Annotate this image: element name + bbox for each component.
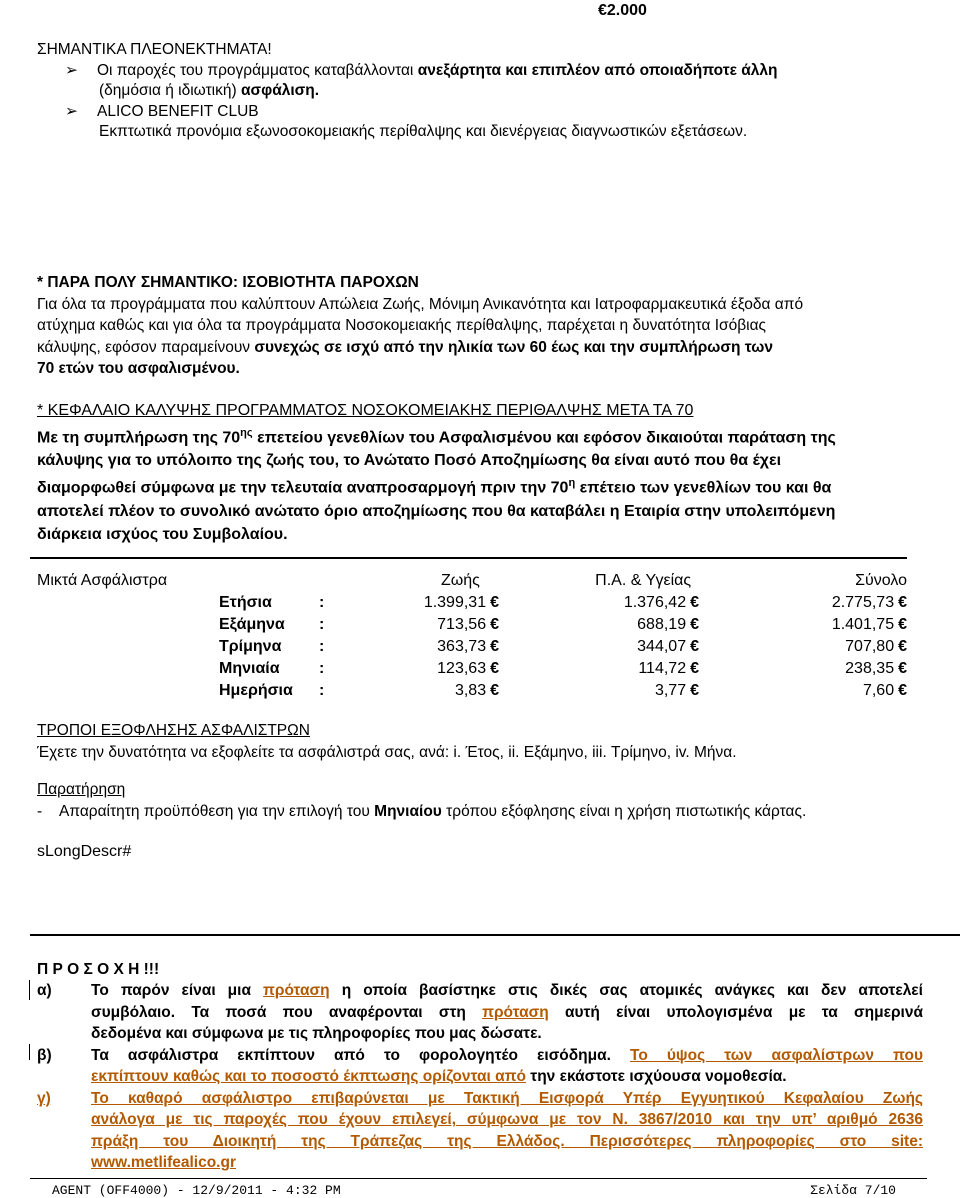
euro-sign: € — [490, 660, 499, 677]
equality-line-3-text: κάλυψης, εφόσον παραμείνουν — [37, 338, 251, 356]
attention-a-l2-pre: συμβόλαιο. Τα ποσά που αναφέρονται στη — [91, 1003, 466, 1021]
premium-spacer-cell — [37, 658, 219, 680]
top-price: €2.000 — [598, 2, 647, 19]
capital-line-3-a: διαμορφωθεί σύμφωνα με την τελευταία αναπροσαρμογή πριν την 70 — [37, 479, 569, 497]
premium-health-value: 1.376,42 — [623, 594, 687, 611]
premium-period-cell — [219, 680, 319, 702]
premium-total-value: 1.401,75 — [831, 616, 895, 633]
note-text — [37, 801, 806, 823]
capital-line-1-a: Με τη συμπλήρωση της 70 — [37, 429, 241, 447]
premium-total-value: 238,35 — [845, 660, 895, 677]
premium-col-life: Ζωής — [441, 572, 480, 589]
euro-sign: € — [690, 682, 699, 699]
note-dash: - — [37, 803, 43, 820]
equality-line-3 — [37, 337, 917, 359]
attention-a-line-3: δεδομένα και σύμφωνα με τις πληροφορίες που μας δώσατε. — [91, 1025, 542, 1042]
note-text-bold: Μηνιαίου — [374, 803, 442, 820]
note-heading: Παρατήρηση — [37, 781, 126, 798]
attention-b-line-2-wrap — [37, 1066, 923, 1088]
premium-life-value-cell — [339, 614, 499, 636]
premium-life-value: 123,63 — [437, 660, 487, 677]
benefit-item-2 — [37, 102, 925, 123]
premium-period-cell — [219, 636, 319, 658]
benefit-2-desc: Εκπτωτικά προνόμια εξωνοσοκομειακής περίθαλψης και διενέργειας διαγνωστικών εξετάσεων. — [99, 123, 748, 140]
premium-total-value-cell — [699, 614, 907, 636]
attention-item-c — [37, 1088, 923, 1110]
payment-section — [37, 720, 737, 764]
premium-colon: : — [319, 616, 325, 633]
premium-period-cell — [219, 614, 319, 636]
capital-heading: * ΚΕΦΑΛΑΙΟ ΚΑΛΥΨΗΣ ΠΡΟΓΡΑΜΜΑΤΟΣ ΝΟΣΟΚΟΜΕΙΑΚΗΣ ΠΕΡΙΘΑΛΨΗΣ ΜΕΤΑ ΤΑ 70 — [37, 402, 694, 419]
euro-sign: € — [690, 660, 699, 677]
premium-colon-cell — [319, 658, 339, 680]
divider — [30, 934, 960, 936]
premium-title: Μικτά Ασφάλιστρα — [37, 572, 168, 589]
footer-rule — [30, 1178, 927, 1179]
note-section — [37, 779, 806, 823]
premium-life-value-cell — [339, 658, 499, 680]
attention-c-label: γ) — [37, 1089, 51, 1107]
euro-sign: € — [490, 594, 499, 611]
premium-spacer-cell — [37, 614, 219, 636]
premium-health-value: 688,19 — [637, 616, 687, 633]
premium-colon: : — [319, 594, 325, 611]
attention-c-l3-pre: πράξη του Διοικητή της Τράπεζας της Ελλάδος. — [91, 1132, 565, 1150]
capital-line-2: κάλυψης για το υπόλοιπο της ζωής του, το Ανώτατο Ποσό Αποζημίωσης θα είναι αυτό που θα έχει — [37, 452, 782, 470]
euro-sign: € — [898, 594, 907, 611]
premium-spacer-cell — [37, 592, 219, 614]
premium-row — [37, 658, 907, 680]
euro-sign: € — [690, 616, 699, 633]
premium-col-health: Π.Α. & Υγείας — [595, 572, 692, 589]
capital-line-3-b: επέτειο των γενεθλίων του και θα — [579, 479, 832, 497]
capital-line-1-sup: ης — [240, 427, 253, 439]
equality-heading: * ΠΑΡΑ ΠΟΛΥ ΣΗΜΑΝΤΙΚΟ: ΙΣΟΒΙΟΤΗΤΑ ΠΑΡΟΧΩΝ — [37, 274, 419, 291]
footer-page-number: Σελίδα 7/10 — [810, 1183, 896, 1198]
benefit-1-text: Οι παροχές του προγράμματος καταβάλλονται — [97, 61, 414, 79]
premium-total-value: 707,80 — [845, 638, 895, 655]
premium-life-value-cell — [339, 592, 499, 614]
attention-list — [37, 980, 923, 1174]
premium-row — [37, 636, 907, 658]
attention-b-line-2 — [91, 1066, 787, 1088]
capital-line-5: διάρκεια ισχύος του Συμβολαίου. — [37, 525, 288, 543]
attention-b-l1-pre: Τα ασφάλιστρα εκπίπτουν από το φορολογητέο εισόδημα. — [91, 1046, 611, 1064]
euro-sign: € — [898, 638, 907, 655]
note-text-post: τρόπου εξόφλησης είναι η χρήση πιστωτικής κάρτας. — [446, 803, 807, 820]
tax-deduction-link[interactable]: εκπίπτουν καθώς και το ποσοστό έκπτωσης ορίζονται από — [91, 1068, 526, 1085]
tax-deduction-link[interactable]: Το ύψος των ασφαλίστρων που — [630, 1046, 923, 1064]
premium-total-value: 2.775,73 — [831, 594, 895, 611]
benefit-item-1 — [37, 61, 925, 82]
euro-sign: € — [898, 616, 907, 633]
attention-c-line-2: ανάλογα με τις παροχές που έχουν επιλεγεί, σύμφωνα με τον Ν. 3867/2010 και την υπ’ αριθμό 2636 — [91, 1111, 923, 1128]
attention-a-label: α) — [37, 982, 52, 999]
attention-c-line-3-wrap — [37, 1131, 923, 1153]
attention-b-label: β) — [37, 1046, 52, 1064]
attention-a-l1-pre: Το παρόν είναι μια — [91, 982, 251, 999]
change-bar — [29, 1044, 30, 1060]
premium-spacer-cell — [37, 636, 219, 658]
premium-life-value-cell — [339, 636, 499, 658]
premium-colon-cell — [319, 614, 339, 636]
premium-table — [37, 570, 907, 702]
euro-sign: € — [490, 682, 499, 699]
premium-period: Μηνιαία — [219, 660, 280, 677]
equality-line-3-bold: συνεχώς σε ισχύ από την ηλικία των 60 έως και την συμπλήρωση των — [254, 338, 773, 356]
benefit-1-bold: ανεξάρτητα και επιπλέον από οποιαδήποτε άλλη — [417, 61, 778, 79]
premium-colon-cell — [319, 636, 339, 658]
premium-header-row — [37, 570, 907, 592]
premium-total-value-cell — [699, 680, 907, 702]
premium-health-value-cell — [499, 592, 699, 614]
premium-total-value-cell — [699, 658, 907, 680]
premium-health-value: 3,77 — [654, 682, 687, 699]
attention-c-line-2-wrap — [37, 1109, 923, 1131]
attention-a-l1-post: η οποία βασίστηκε στις δικές σας ατομικές ανάγκες και δεν αποτελεί — [341, 982, 923, 999]
proposal-link[interactable]: πρόταση — [263, 982, 330, 999]
premium-colon: : — [319, 682, 325, 699]
change-bar — [29, 980, 30, 1000]
premium-total-value-cell — [699, 592, 907, 614]
premium-colon-cell — [319, 592, 339, 614]
attention-c-line-3 — [91, 1131, 923, 1153]
euro-sign: € — [898, 682, 907, 699]
premium-health-value-cell — [499, 680, 699, 702]
premium-total-value-cell — [699, 636, 907, 658]
euro-sign: € — [490, 616, 499, 633]
premium-spacer-cell — [37, 680, 219, 702]
equality-line-2: ατύχημα καθώς και για όλα τα προγράμματα Νοσοκομειακής περίθαλψης, παρέχεται η δυνατότητα Ισόβιας — [37, 317, 767, 334]
attention-a-line-2 — [91, 1002, 923, 1024]
attention-a-line-1 — [91, 980, 923, 1002]
proposal-link[interactable]: πρόταση — [482, 1003, 549, 1021]
premium-row — [37, 680, 907, 702]
premium-table-border — [30, 557, 907, 559]
attention-c-l3-post: Περισσότερες πληροφορίες στο site: — [589, 1132, 923, 1150]
attention-item-a — [37, 980, 923, 1002]
premium-period: Ετήσια — [219, 594, 272, 611]
attention-b-l2-post: την εκάστοτε ισχύουσα νομοθεσία. — [530, 1068, 787, 1085]
premium-col-total: Σύνολο — [855, 572, 907, 589]
benefits-section — [37, 40, 925, 143]
attention-c-line-1: Το καθαρό ασφάλιστρο επιβαρύνεται με Τακτική Εισφορά Υπέρ Εγγυητικού Κεφαλαίου Ζωής — [91, 1089, 923, 1107]
benefits-heading: ΣΗΜΑΝΤΙΚΑ ΠΛΕΟΝΕΚΤΗΜΑΤΑ! — [37, 41, 272, 58]
premium-life-value: 713,56 — [437, 616, 487, 633]
benefit-1-cont-bold: ασφάλιση. — [240, 82, 320, 99]
payment-text: Έχετε την δυνατότητα να εξοφλείτε τα ασφάλιστρά σας, ανά: i. Έτος, ii. Εξάμηνο, iii. Τρίμηνο, iv. Μήνα. — [37, 744, 737, 761]
premium-colon-cell — [319, 680, 339, 702]
premium-period-cell — [219, 658, 319, 680]
bullet-arrow-icon: ➢ — [65, 61, 78, 79]
attention-item-b — [37, 1045, 923, 1067]
premium-period: Ημερήσια — [219, 682, 293, 699]
footer-left: AGENT (OFF4000) - 12/9/2011 - 4:32 PM — [52, 1183, 341, 1198]
premium-health-value-cell — [499, 658, 699, 680]
premium-period-cell — [219, 592, 319, 614]
premium-health-value-cell — [499, 614, 699, 636]
capital-line-1 — [37, 422, 917, 449]
benefit-item-1-cont — [37, 81, 925, 102]
equality-section — [37, 272, 917, 380]
capital-line-1-b: επετείου γενεθλίων του Ασφαλισμένου και εφόσον δικαιούται παράταση της — [257, 429, 836, 447]
equality-line-4: 70 ετών του ασφαλισμένου. — [37, 360, 240, 377]
capital-section — [37, 399, 917, 546]
premium-life-value-cell — [339, 680, 499, 702]
capital-line-4: αποτελεί πλέον το συνολικό ανώτατο όριο αποζημίωσης που θα καταβάλει η Εταιρία στην υπολειπόμενη — [37, 502, 836, 520]
payment-heading: ΤΡΟΠΟΙ ΕΞΟΦΛΗΣΗΣ ΑΣΦΑΛΙΣΤΡΩΝ — [37, 722, 310, 739]
euro-sign: € — [898, 660, 907, 677]
premium-life-value: 3,83 — [454, 682, 487, 699]
premium-life-value: 1.399,31 — [423, 594, 487, 611]
equality-line-1: Για όλα τα προγράμματα που καλύπτουν Απώλεια Ζωής, Μόνιμη Ανικανότητα και Ιατροφαρμακευτικά έξοδα από — [37, 295, 804, 313]
premium-health-value: 114,72 — [638, 660, 687, 677]
capital-line-3-sup: η — [568, 477, 576, 490]
attention-b-line-1 — [91, 1045, 923, 1067]
attention-a-line-3-wrap — [37, 1023, 923, 1045]
premium-health-value: 344,07 — [637, 638, 687, 655]
benefit-2-title: ALICO BENEFIT CLUB — [97, 102, 259, 120]
euro-sign: € — [690, 638, 699, 655]
capital-line-3 — [37, 472, 917, 499]
premium-row — [37, 614, 907, 636]
euro-sign: € — [690, 594, 699, 611]
premium-life-value: 363,73 — [437, 638, 487, 655]
attention-a-l2-post: αυτή είναι υπολογισμένα με τα σημερινά — [564, 1003, 923, 1021]
premium-period: Εξάμηνα — [219, 616, 285, 633]
premium-row — [37, 592, 907, 614]
attention-a-line-2-wrap — [37, 1002, 923, 1024]
note-text-pre: Απαραίτητη προϋπόθεση για την επιλογή του — [59, 803, 370, 820]
premium-total-value: 7,60 — [862, 682, 895, 699]
euro-sign: € — [490, 638, 499, 655]
bullet-arrow-icon: ➢ — [65, 102, 78, 120]
premium-health-value-cell — [499, 636, 699, 658]
premium-period: Τρίμηνα — [219, 638, 282, 655]
benefit-1-cont-text: (δημόσια ή ιδιωτική) — [99, 82, 237, 99]
attention-heading: Π Ρ Ο Σ Ο Χ Η !!! — [37, 961, 160, 978]
premium-colon: : — [319, 660, 325, 677]
attention-c-line-4-wrap — [37, 1152, 923, 1174]
premium-colon: : — [319, 638, 325, 655]
description-placeholder: sLongDescr# — [37, 843, 132, 860]
metlife-website-link[interactable]: www.metlifealico.gr — [91, 1154, 236, 1171]
